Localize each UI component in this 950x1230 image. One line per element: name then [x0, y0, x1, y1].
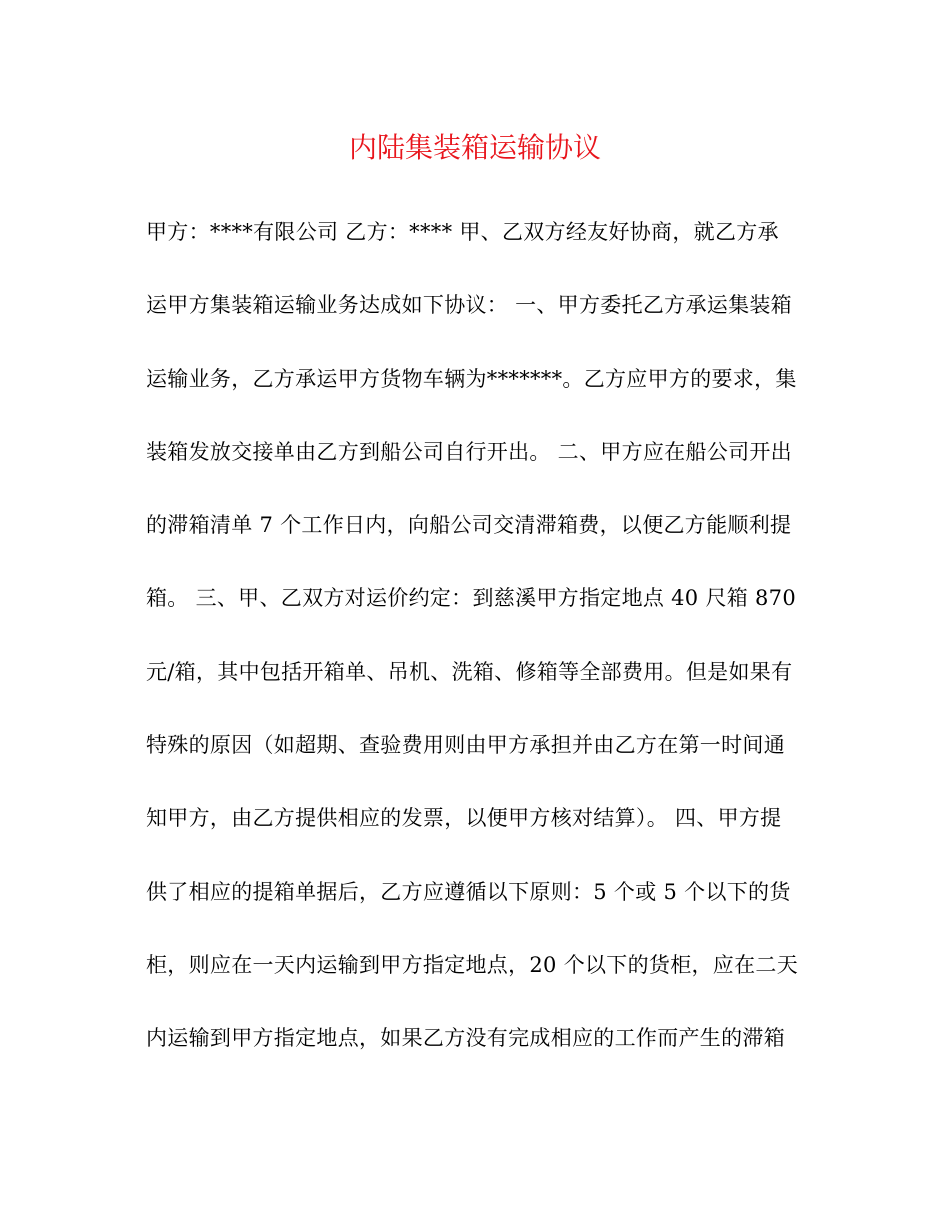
body-line: 柜，则应在一天内运输到甲方指定地点，20 个以下的货柜，应在二天: [146, 952, 798, 977]
body-line: 知甲方，由乙方提供相应的发票，以便甲方核对结算）。 四、甲方提: [146, 806, 782, 831]
body-line: 甲方：****有限公司 乙方：**** 甲、乙双方经友好协商，就乙方承: [146, 220, 779, 244]
document-body: [146, 210, 806, 1090]
body-line: 的滞箱清单 7 个工作日内，向船公司交清滞箱费，以便乙方能顺利提: [146, 513, 792, 538]
body-line: 箱。 三、甲、乙双方对运价约定：到慈溪甲方指定地点 40 尺箱 870: [146, 586, 797, 611]
body-line: 运甲方集装箱运输业务达成如下协议： 一、甲方委托乙方承运集装箱: [146, 293, 792, 318]
body-line: 内运输到甲方指定地点，如果乙方没有完成相应的工作而产生的滞箱: [146, 1026, 785, 1051]
body-line: 元/箱，其中包括开箱单、吊机、洗箱、修箱等全部费用。但是如果有: [146, 659, 793, 684]
document-title: 内陆集装箱运输协议: [348, 131, 601, 164]
body-line: 供了相应的提箱单据后，乙方应遵循以下原则：5 个或 5 个以下的货: [146, 879, 791, 904]
body-line: 装箱发放交接单由乙方到船公司自行开出。 二、甲方应在船公司开出: [146, 439, 792, 464]
body-line: 运输业务，乙方承运甲方货物车辆为*******。乙方应甲方的要求，集: [146, 366, 797, 391]
body-line: 特殊的原因（如超期、查验费用则由甲方承担并由乙方在第一时间通: [146, 733, 785, 758]
